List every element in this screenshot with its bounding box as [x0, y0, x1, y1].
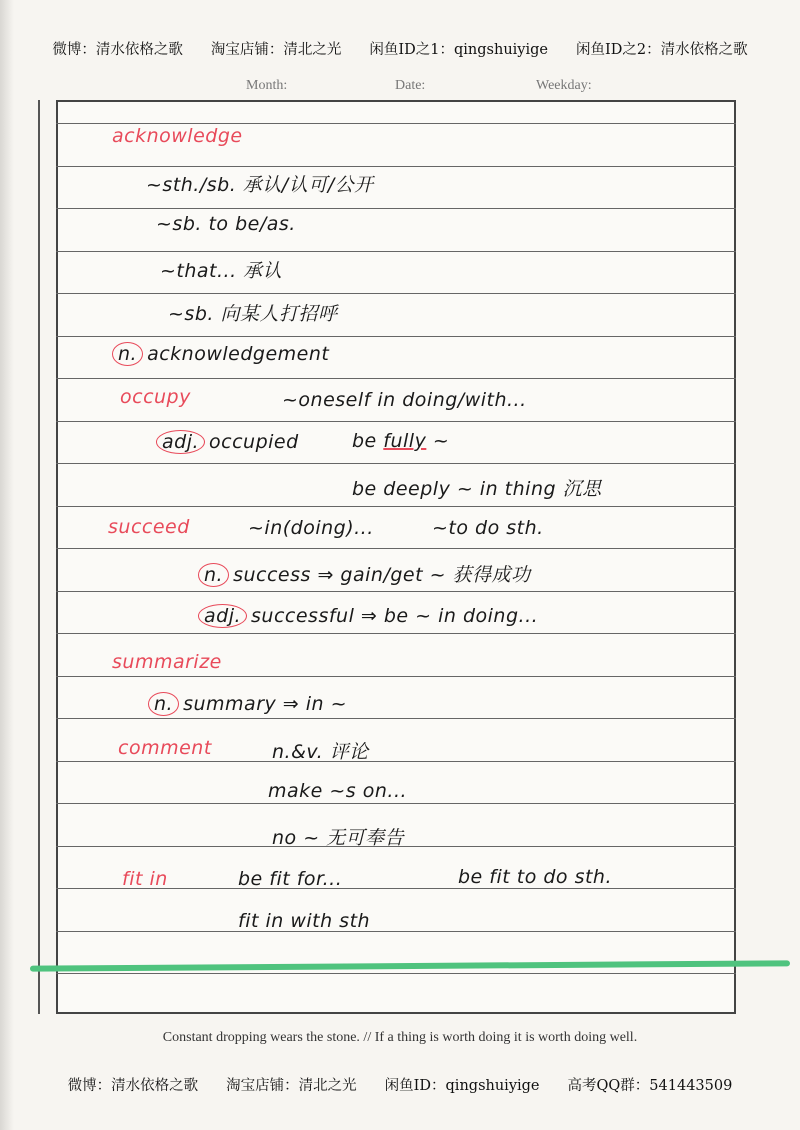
pos-tag-circle: adj. — [156, 430, 205, 454]
month-label: Month: — [246, 78, 288, 93]
pos-tag-circle: n. — [112, 342, 143, 366]
ruled-line — [56, 548, 736, 549]
note-text: ~ — [426, 430, 450, 452]
ruled-line — [56, 251, 736, 252]
ruled-line — [56, 931, 736, 932]
watermark-text: 淘宝店铺：清北之光 — [226, 1078, 357, 1094]
watermark-text: 闲鱼ID之2：清水依格之歌 — [576, 42, 748, 58]
note-text: be — [352, 430, 384, 452]
note-line: ~sb. to be/as. — [156, 213, 296, 235]
note-text: success ⇒ gain/get ~ 获得成功 — [233, 564, 531, 586]
ruled-line — [56, 208, 736, 209]
vocab-word-comment: comment — [118, 737, 212, 759]
note-line: ~sb. 向某人打招呼 — [168, 303, 338, 325]
note-line: n.&v. 评论 — [272, 741, 369, 763]
watermark-text: 微博：清水依格之歌 — [67, 1078, 199, 1094]
ruled-line — [56, 761, 736, 762]
note-line: fit in with sth — [238, 910, 371, 932]
note-line — [148, 692, 347, 716]
ruled-line — [56, 633, 736, 634]
note-text-emphasis: fully — [383, 430, 427, 452]
note-text: acknowledgement — [147, 343, 330, 365]
ruled-line — [56, 293, 736, 294]
note-line: ~in(doing)... — [248, 517, 374, 539]
pos-tag-circle: n. — [148, 692, 179, 716]
vocab-word-occupy: occupy — [120, 386, 191, 408]
note-line: be fit for... — [238, 868, 343, 890]
note-line: ~sth./sb. 承认/认可/公开 — [146, 174, 374, 196]
footer-quote: Constant dropping wears the stone. // If a thing is worth doing it is worth doing well. — [162, 1030, 638, 1045]
ruled-line — [56, 591, 736, 592]
note-line — [156, 430, 299, 454]
watermark-text: 高考QQ群：541443509 — [567, 1078, 733, 1094]
vocab-word-succeed: succeed — [108, 516, 190, 538]
note-line: ~that... 承认 — [160, 260, 283, 282]
ruled-line — [56, 166, 736, 167]
note-line: make ~s on... — [268, 780, 408, 802]
ruled-line — [56, 973, 736, 974]
note-line — [112, 342, 329, 366]
note-line — [352, 430, 449, 452]
ruled-line — [56, 336, 736, 337]
note-text: successful ⇒ be ~ in doing... — [251, 605, 539, 627]
note-text: occupied — [209, 431, 299, 453]
watermark-text: 微博：清水依格之歌 — [52, 42, 183, 58]
watermark-top — [0, 38, 800, 59]
ruled-line — [56, 506, 736, 507]
ruled-line — [56, 421, 736, 422]
pos-tag-circle: n. — [198, 563, 229, 587]
note-line: be deeply ~ in thing 沉思 — [352, 478, 602, 500]
ruled-line — [56, 676, 736, 677]
note-text: summary ⇒ in ~ — [183, 693, 348, 715]
watermark-text: 淘宝店铺：清北之光 — [210, 42, 342, 58]
watermark-bottom — [0, 1074, 800, 1095]
note-line: ~oneself in doing/with... — [282, 389, 527, 411]
note-line: ~to do sth. — [432, 517, 544, 539]
ruled-line — [56, 803, 736, 804]
margin-line — [38, 100, 40, 1014]
page-shadow — [0, 0, 14, 1130]
note-line: no ~ 无可奉告 — [272, 827, 405, 849]
weekday-label: Weekday: — [536, 78, 592, 93]
vocab-word-fit-in: fit in — [122, 868, 168, 890]
vocab-word-acknowledge: acknowledge — [112, 125, 243, 147]
ruled-line — [56, 123, 736, 124]
note-line — [198, 604, 538, 628]
note-line: be fit to do sth. — [458, 866, 613, 888]
ruled-line — [56, 378, 736, 379]
pos-tag-circle: adj. — [198, 604, 247, 628]
ruled-line — [56, 463, 736, 464]
vocab-word-summarize: summarize — [112, 651, 222, 673]
watermark-text: 闲鱼ID之1：qingshuiyige — [369, 42, 548, 58]
date-label: Date: — [395, 78, 426, 93]
ruled-line — [56, 718, 736, 719]
watermark-text: 闲鱼ID：qingshuiyige — [384, 1078, 540, 1094]
note-line — [198, 560, 531, 587]
